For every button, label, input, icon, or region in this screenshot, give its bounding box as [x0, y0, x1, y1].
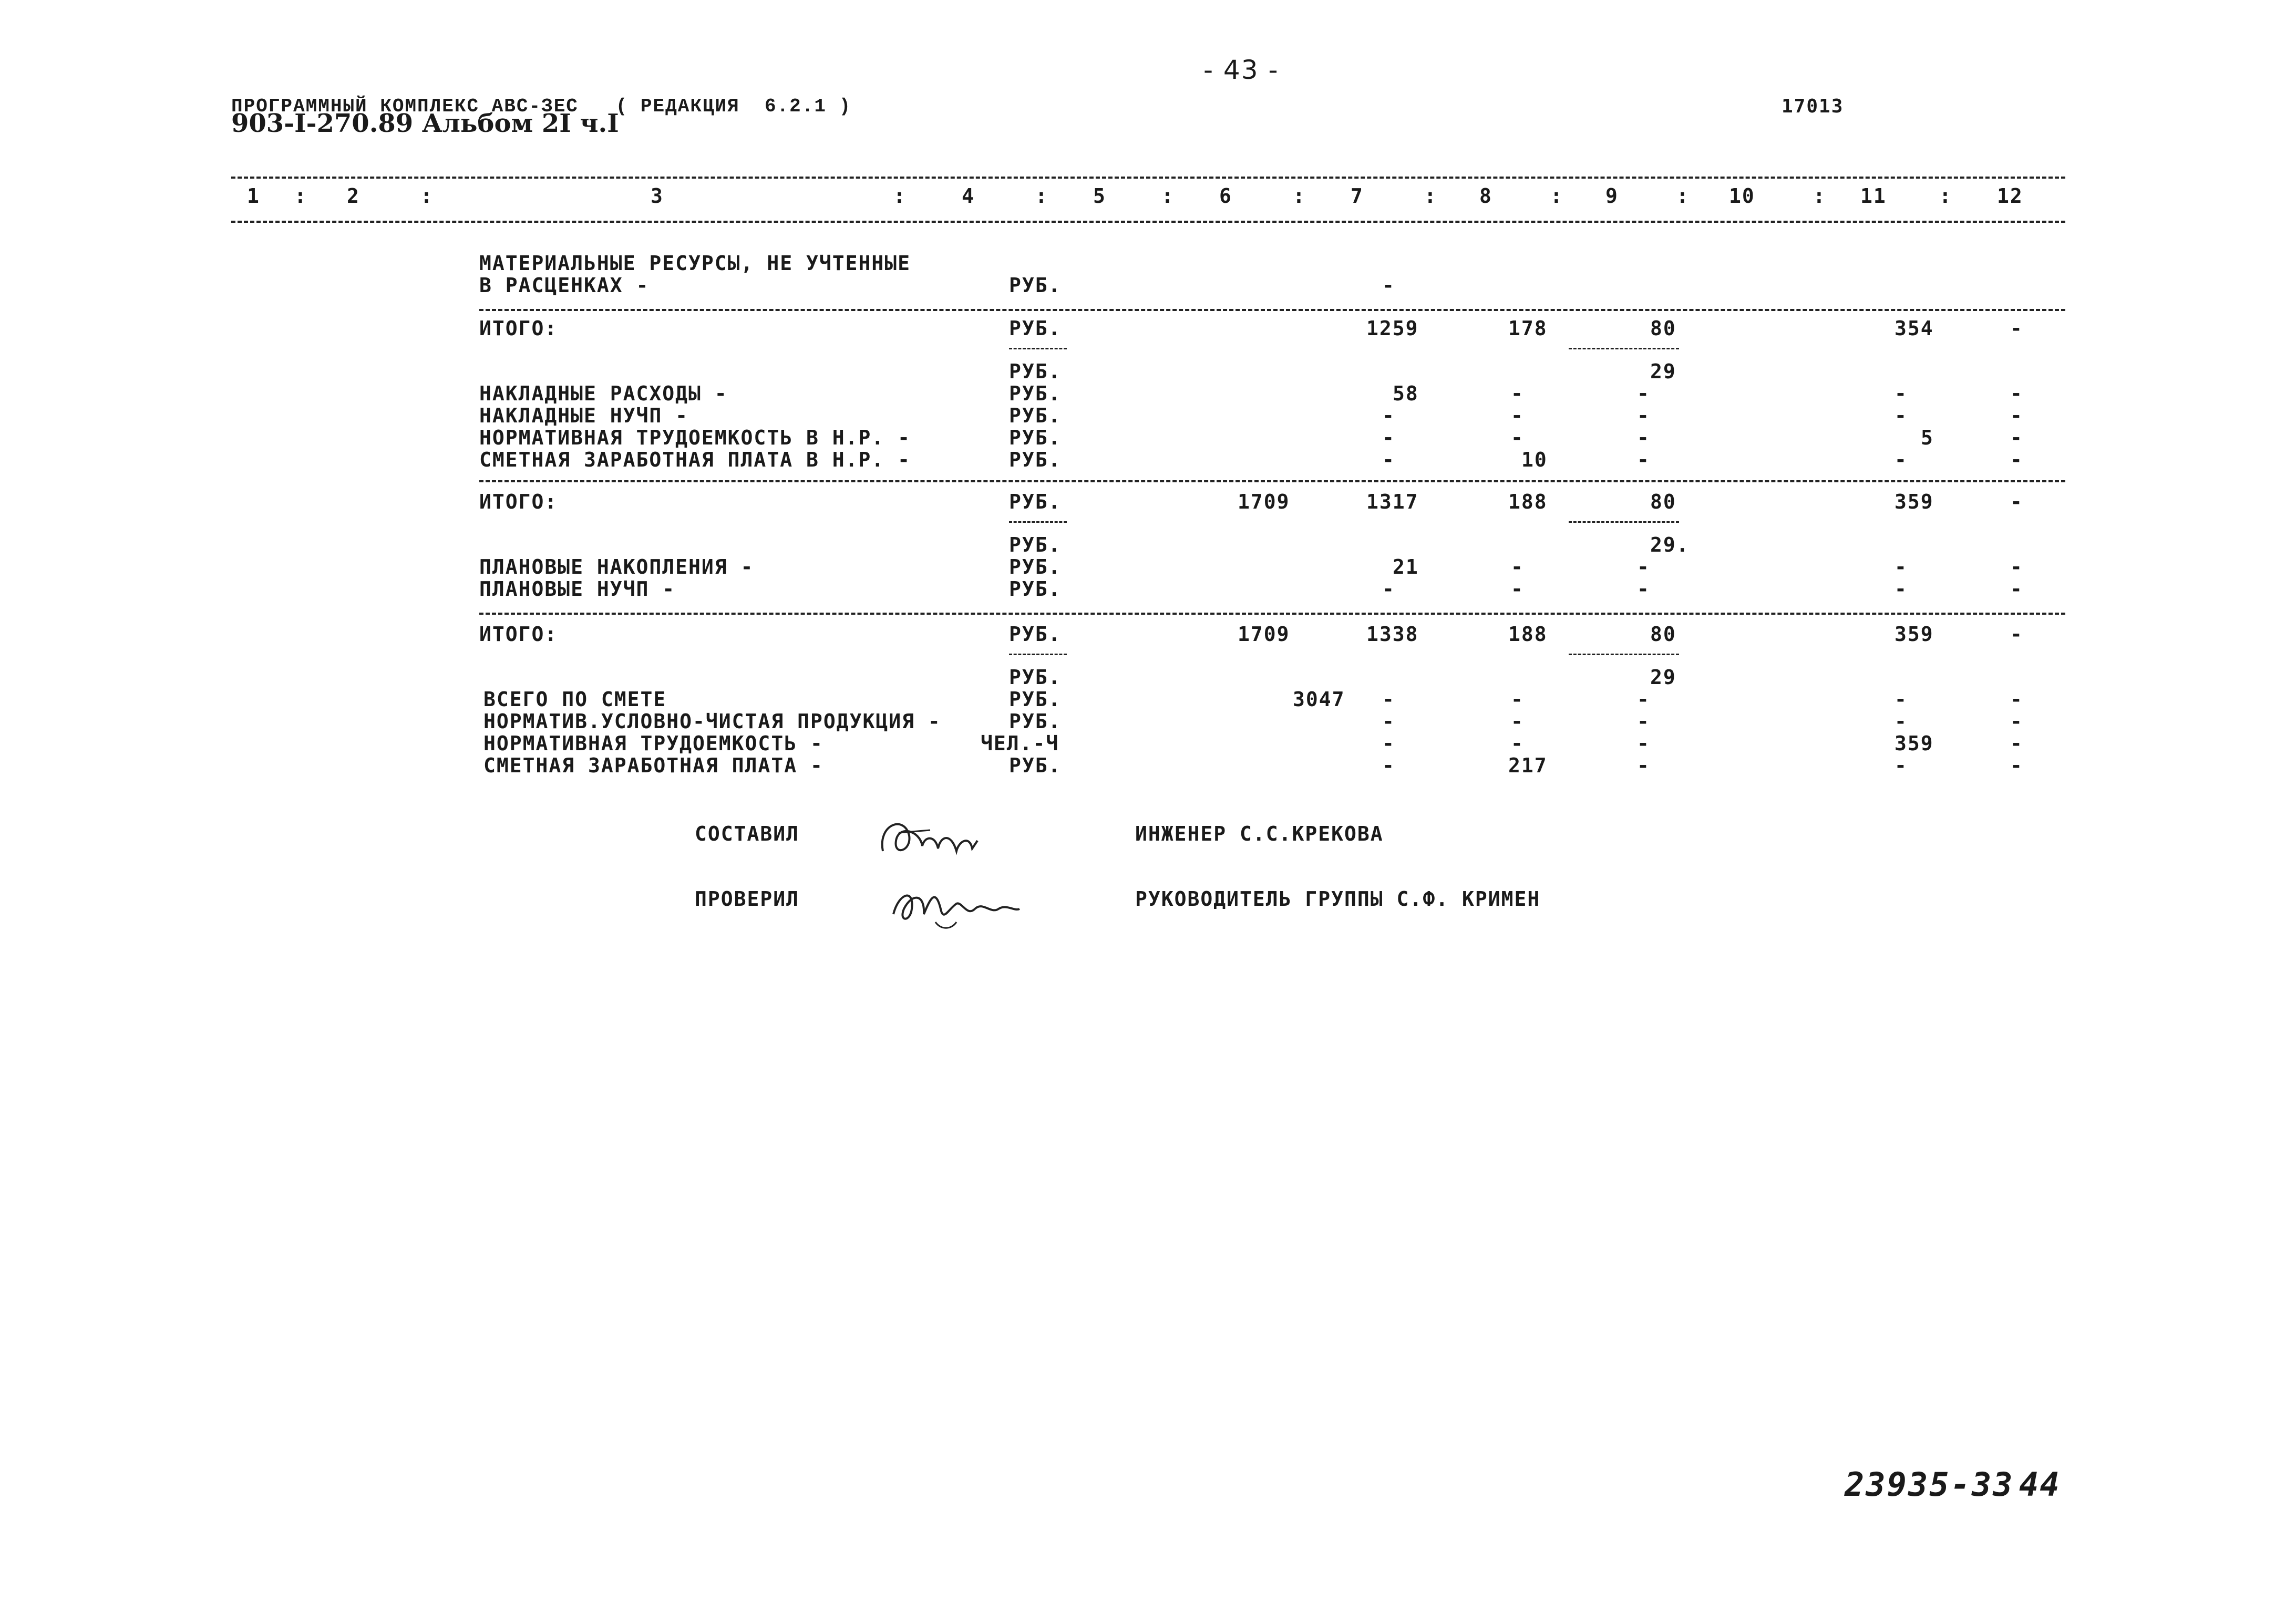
col-8: 8	[1479, 184, 1492, 208]
col-2: 2	[347, 184, 360, 208]
composed-label: СОСТАВИЛ	[695, 822, 800, 845]
checked-by: РУКОВОДИТЕЛЬ ГРУППЫ С.Ф. КРИМЕН	[1135, 887, 1541, 911]
planned-savings-label: ПЛАНОВЫЕ НАКОПЛЕНИЯ -	[479, 555, 754, 578]
col-3: 3	[651, 184, 664, 208]
material-unit: РУБ.	[1009, 274, 1062, 297]
header-rule-top	[231, 177, 2065, 179]
page-number: - 43 -	[1203, 55, 1279, 85]
col-4: 4	[962, 184, 975, 208]
material-c7: -	[1382, 274, 1395, 297]
itogo2-label: ИТОГО:	[479, 490, 558, 513]
col-9: 9	[1605, 184, 1619, 208]
material-label-line1: МАТЕРИАЛЬНЫЕ РЕСУРСЫ, НЕ УЧТЕННЫЕ	[479, 252, 911, 275]
col-6: 6	[1219, 184, 1232, 208]
col-1: 1	[247, 184, 260, 208]
project-line: 903-I-270.89 Альбом 2I ч.I	[231, 109, 619, 138]
composed-by: ИНЖЕНЕР С.С.КРЕКОВА	[1135, 822, 1384, 845]
program-line: ПРОГРАММНЫЙ КОМПЛЕКС АВС-ЗЕС ( РЕДАКЦИЯ 6.2.1 )	[231, 96, 852, 117]
col-7: 7	[1351, 184, 1364, 208]
col-11: 11	[1860, 184, 1887, 208]
total-estimate-label: ВСЕГО ПО СМЕТЕ	[483, 688, 667, 711]
signature-composed	[872, 804, 1009, 872]
col-5: 5	[1093, 184, 1106, 208]
stamp-number: 23935-33	[1845, 1465, 2014, 1504]
signature-checked	[883, 872, 1041, 940]
material-label-line2: В РАСЦЕНКАХ -	[479, 274, 650, 297]
checked-label: ПРОВЕРИЛ	[695, 887, 800, 911]
itogo3-label: ИТОГО:	[479, 623, 558, 646]
sheet-number: 44	[2019, 1465, 2061, 1504]
itogo1-label: ИТОГО:	[479, 317, 558, 340]
header-rule-bottom	[231, 221, 2065, 223]
col-12: 12	[1997, 184, 2023, 208]
col-10: 10	[1729, 184, 1755, 208]
overhead-label: НАКЛАДНЫЕ РАСХОДЫ -	[479, 382, 728, 405]
doc-number: 17013	[1782, 96, 1844, 117]
